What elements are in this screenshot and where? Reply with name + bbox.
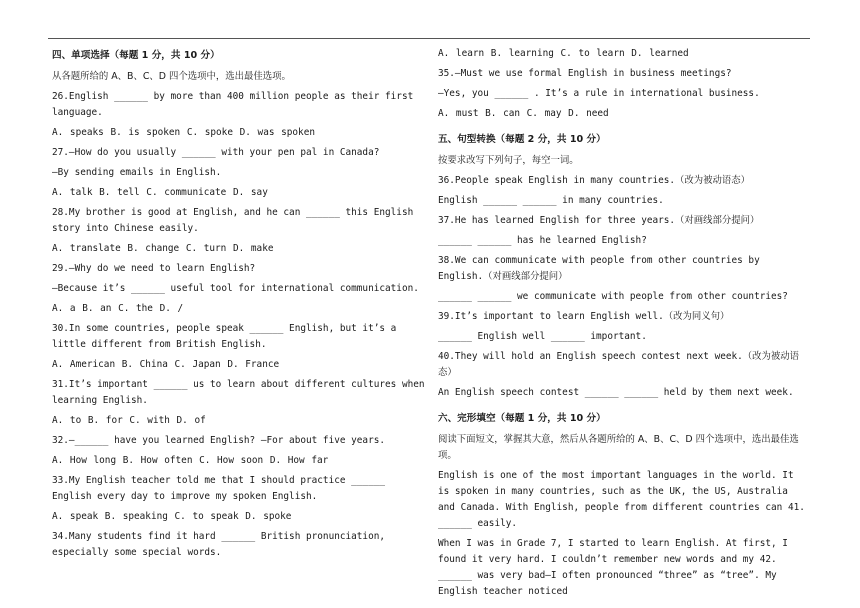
section-4-title: 四、单项选择（每题 1 分，共 10 分） — [52, 50, 220, 61]
section-5-instruction: 按要求改写下列句子，每空一词。 — [438, 155, 579, 166]
q29-answer-line: —Because it’s ______ useful tool for international communication. — [52, 283, 419, 294]
q27-answer-line: —By sending emails in English. — [52, 167, 222, 178]
q30: 30.In some countries, people speak ______ English, but it’s a little different from British English. — [52, 323, 397, 350]
q35-options: A. must B. can C. may D. need — [438, 108, 609, 119]
q37-blank-line: ______ ______ has he learned English? — [438, 235, 647, 246]
q32-options: A. How long B. How often C. How soon D. How far — [52, 455, 329, 466]
right-column — [438, 46, 810, 604]
section-5-title: 五、句型转换（每题 2 分，共 10 分） — [438, 134, 606, 145]
q33: 33.My English teacher told me that I should practice ______ English every day to improve my spoken English. — [52, 475, 386, 502]
q29-options: A. a B. an C. the D. / — [52, 303, 184, 314]
section-6-title: 六、完形填空（每题 1 分，共 10 分） — [438, 413, 606, 424]
q31: 31.It’s important ______ us to learn about different cultures when learning English. — [52, 379, 425, 406]
q27-options: A. talk B. tell C. communicate D. say — [52, 187, 268, 198]
section-4-instruction: 从各题所给的 A、B、C、D 四个选项中，选出最佳选项。 — [52, 71, 291, 82]
q27: 27.—How do you usually ______ with your pen pal in Canada? — [52, 147, 380, 158]
q40-blank-line: An English speech contest ______ ______ held by them next week. — [438, 387, 794, 398]
q31-options: A. to B. for C. with D. of — [52, 415, 206, 426]
passage-paragraph-2: When I was in Grade 7, I started to learn English. At first, I found it very hard. I couldn’t remember new words and my 42. ______ was very bad—I often pronounced “three” as “tree”. My English teacher noticed — [438, 538, 788, 597]
q29: 29.—Why do we need to learn English? — [52, 263, 256, 274]
q39: 39.It’s important to learn English well.（改为同义句） — [438, 311, 730, 322]
q34-options: A. learn B. learning C. to learn D. learned — [438, 48, 689, 59]
q28: 28.My brother is good at English, and he can ______ this English story into Chinese easily. — [52, 207, 414, 234]
q34: 34.Many students find it hard ______ British pronunciation, especially some special words. — [52, 531, 386, 558]
q40: 40.They will hold an English speech contest next week.（改为被动语态） — [438, 351, 800, 378]
q35: 35.—Must we use formal English in business meetings? — [438, 68, 732, 79]
q38: 38.We can communicate with people from other countries by English.（对画线部分提问） — [438, 255, 760, 282]
q26: 26.English ______ by more than 400 million people as their first language. — [52, 91, 414, 118]
q36-blank-line: English ______ ______ in many countries. — [438, 195, 664, 206]
passage-paragraph-1: English is one of the most important languages in the world. It is spoken in many countries, such as the UK, the US, Australia and Canada. With English, people from different countries can 41. ______ easily. — [438, 470, 805, 529]
q38-blank-line: ______ ______ we communicate with people from other countries? — [438, 291, 788, 302]
q35-answer-line: —Yes, you ______ . It’s a rule in international business. — [438, 88, 760, 99]
q32: 32.—______ have you learned English? —For about five years. — [52, 435, 386, 446]
q36: 36.People speak English in many countries.（改为被动语态） — [438, 175, 751, 186]
q37: 37.He has learned English for three years.（对画线部分提问） — [438, 215, 760, 226]
q33-options: A. speak B. speaking C. to speak D. spoke — [52, 511, 292, 522]
top-rule — [48, 38, 810, 39]
left-column — [52, 46, 426, 565]
q26-options: A. speaks B. is spoken C. spoke D. was spoken — [52, 127, 315, 138]
q39-blank-line: ______ English well ______ important. — [438, 331, 647, 342]
section-6-instruction: 阅读下面短文，掌握其大意，然后从各题所给的 A、B、C、D 四个选项中，选出最佳选项。 — [438, 434, 799, 461]
q28-options: A. translate B. change C. turn D. make — [52, 243, 274, 254]
q30-options: A. American B. China C. Japan D. France — [52, 359, 280, 370]
